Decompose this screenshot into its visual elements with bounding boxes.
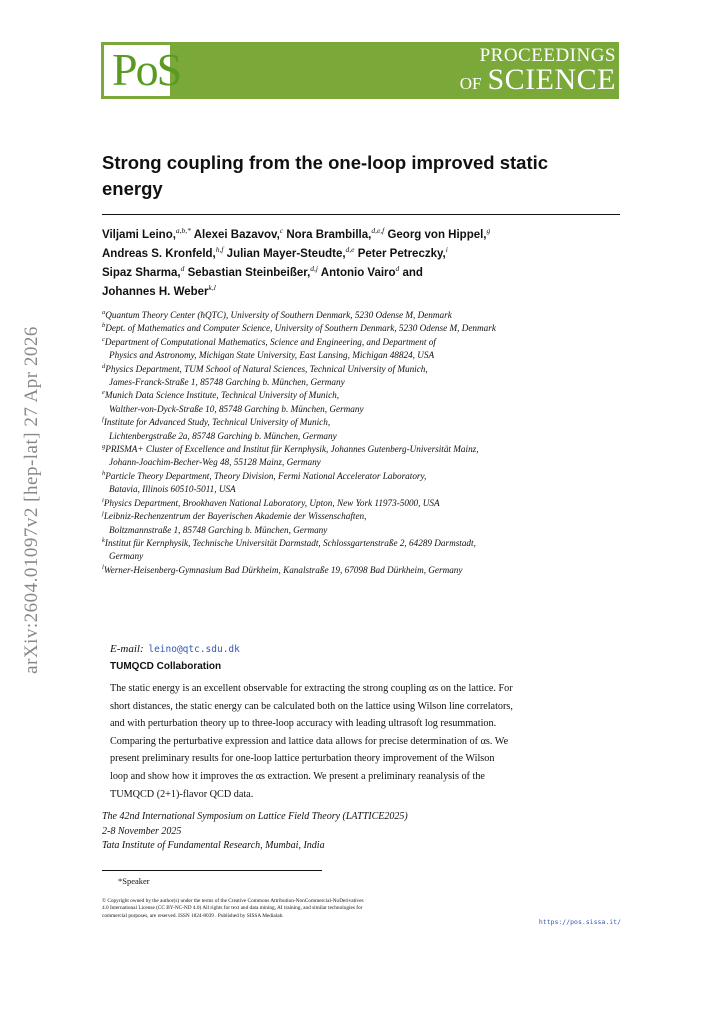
- speaker-footnote: *Speaker: [118, 876, 150, 886]
- arxiv-id: arXiv:2604.01097v2 [hep-lat] 27 Apr 2026: [21, 326, 42, 674]
- author-affiliation-marker: d,j: [310, 264, 319, 274]
- affiliation-line: Munich Data Science Institute, Technical University of Munich,: [104, 390, 340, 401]
- affiliation-line: Johann-Joachim-Becher-Weg 48, 55128 Mainz, Germany: [109, 457, 321, 468]
- author-name: Sipaz Sharma,: [102, 267, 181, 279]
- conference-line: The 42nd International Symposium on Lattice Field Theory (LATTICE2025): [102, 811, 408, 822]
- affiliation-line: Department of Computational Mathematics, Science and Engineering, and Department of: [104, 336, 436, 347]
- affiliation-line: Germany: [109, 551, 144, 562]
- affiliation-marker: a: [102, 308, 106, 316]
- author-affiliation-marker: d: [180, 264, 185, 274]
- affiliation: [102, 336, 632, 363]
- affiliation: [102, 309, 632, 322]
- affiliation-line: Leibniz-Rechenzentrum der Bayerischen Akademie der Wissenschaften,: [103, 511, 367, 522]
- affiliation-line: Institute for Advanced Study, Technical University of Munich,: [103, 417, 331, 428]
- abstract-line: and with perturbation theory up to three-loop accuracy with leading ultrasoft log resummation.: [110, 718, 497, 730]
- author-name: Georg von Hippel,: [387, 229, 487, 241]
- affiliation-line: Lichtenbergstraße 2a, 85748 Garching b. München, Germany: [109, 430, 337, 441]
- copyright-line: commercial purposes, are reserved. ISSN 1824-8039 . Published by SISSA Medialab.: [102, 912, 284, 919]
- of-label: OF: [459, 74, 482, 93]
- affiliation-marker: d: [102, 362, 106, 370]
- affiliation: [102, 537, 632, 564]
- author-name: Peter Petreczky,: [357, 248, 446, 260]
- author-affiliation-marker: a,b,*: [175, 226, 191, 236]
- email-link[interactable]: leino@qtc.sdu.dk: [148, 644, 240, 655]
- abstract-line: TUMQCD (2+1)-flavor QCD data.: [110, 788, 254, 800]
- affiliation-line: Institut für Kernphysik, Technische Universität Darmstadt, Schlossgartenstraße 2, 64289 Darmstadt,: [104, 537, 476, 548]
- affiliation-line: Batavia, Illinois 60510-5011, USA: [109, 484, 236, 495]
- science-label: SCIENCE: [487, 63, 616, 96]
- abstract-line: Comparing the perturbative expression and lattice data allows for precise determination of αs. We: [110, 735, 509, 747]
- copyright-line: 4.0 International License (CC BY-NC-ND 4.0) All rights for text and data mining, AI training, and similar technologies for: [102, 905, 363, 912]
- affiliation-line: James-Franck-Straße 1, 85748 Garching b. München, Germany: [109, 377, 345, 388]
- affiliation: [102, 363, 632, 390]
- copyright-line: © Copyright owned by the author(s) under the terms of the Creative Commons Attribution-NonCommercial-NoDerivatives: [102, 898, 364, 904]
- pos-logo-text: PoS: [112, 44, 181, 95]
- affiliation-marker: h: [102, 469, 106, 477]
- author-name: Antonio Vairo: [320, 267, 396, 279]
- affiliation-marker: e: [102, 389, 105, 397]
- affiliation-line: Physics and Astronomy, Michigan State University, East Lansing, Michigan 48824, USA: [109, 350, 435, 361]
- email-line: [110, 643, 240, 655]
- affiliation-marker: i: [102, 496, 104, 504]
- author-list: [102, 226, 622, 302]
- author-name: Viljami Leino,: [102, 229, 176, 241]
- collaboration-name: TUMQCD Collaboration: [110, 661, 222, 672]
- pos-url-link[interactable]: https://pos.sissa.it/: [538, 918, 621, 926]
- affiliation-line: Quantum Theory Center (ħQTC), University of Southern Denmark, 5230 Odense M, Denmark: [105, 310, 452, 320]
- title-rule: [102, 214, 620, 215]
- abstract-line: present preliminary results for one-loop lattice perturbation theory improvement of the Wilson: [110, 753, 495, 765]
- affiliation: [102, 322, 632, 335]
- author-affiliation-marker: d: [395, 264, 400, 274]
- affiliation-line: PRISMA+ Cluster of Excellence and Institut für Kernphysik, Johannes Gutenberg-Universität Mainz,: [105, 444, 479, 455]
- affiliation-list: [102, 309, 632, 577]
- affiliation: [102, 470, 632, 497]
- affiliation-line: Walther-von-Dyck-Straße 10, 85748 Garching b. München, Germany: [109, 403, 364, 414]
- affiliation: [102, 389, 632, 416]
- conference-line: Tata Institute of Fundamental Research, Mumbai, India: [102, 840, 325, 852]
- of-science-label: [460, 65, 616, 100]
- copyright-notice: [102, 898, 482, 920]
- abstract: [110, 680, 610, 803]
- author-affiliation-marker: i: [445, 245, 448, 255]
- affiliation: [102, 416, 632, 443]
- author-name: Alexei Bazavov,: [193, 229, 280, 241]
- arxiv-stamp: [12, 300, 52, 700]
- affiliation: [102, 564, 632, 577]
- affiliation-line: Dept. of Mathematics and Computer Science, University of Southern Denmark, 5230 Odense M, Denmark: [105, 323, 496, 334]
- author-affiliation-marker: k,l: [208, 283, 216, 293]
- affiliation-line: Physics Department, TUM School of Natural Sciences, Technical University of Munich,: [105, 363, 428, 374]
- affiliation-line: Physics Department, Brookhaven National Laboratory, Upton, New York 11973-5000, USA: [103, 497, 440, 508]
- affiliation-marker: g: [102, 443, 106, 450]
- affiliation-marker: k: [102, 536, 105, 544]
- affiliation-line: Particle Theory Department, Theory Division, Fermi National Accelerator Laboratory,: [105, 470, 427, 481]
- paper-title: Strong coupling from the one-loop improved static energy: [102, 152, 549, 199]
- abstract-line: The static energy is an excellent observable for extracting the strong coupling αs on the lattice. For: [110, 683, 513, 694]
- affiliation: [102, 510, 632, 537]
- author-affiliation-marker: h,f: [215, 245, 224, 255]
- footnote-rule: [102, 870, 322, 871]
- author-affiliation-marker: d,e: [345, 245, 355, 255]
- abstract-line: short distances, the static energy can be calculated both on the lattice using Wilson line correlators,: [110, 700, 513, 712]
- affiliation: [102, 497, 632, 510]
- affiliation-line: Boltzmannstraße 1, 85748 Garching b. München, Germany: [109, 524, 328, 535]
- author-name: Sebastian Steinbeißer,: [187, 267, 311, 279]
- affiliation-marker: b: [102, 322, 106, 330]
- author-name: Andreas S. Kronfeld,: [102, 248, 216, 260]
- author-name: Nora Brambilla,: [286, 229, 372, 241]
- author-affiliation-marker: g: [486, 226, 491, 236]
- author-affiliation-marker: c: [279, 226, 284, 236]
- affiliation-marker: j: [102, 510, 104, 518]
- affiliation-marker: c: [102, 335, 105, 343]
- conference-line: 2-8 November 2025: [102, 825, 182, 837]
- affiliation-marker: l: [102, 563, 104, 571]
- conference-info: [102, 810, 408, 854]
- proceedings-label: PROCEEDINGS: [479, 45, 616, 66]
- author-name: Johannes H. Weber: [102, 286, 209, 298]
- author-name: and: [402, 267, 423, 279]
- email-label: E-mail:: [110, 643, 144, 655]
- abstract-line: loop and show how it improves the αs extraction. We present a preliminary reanalysis of the: [110, 770, 485, 782]
- author-name: Julian Mayer-Steudte,: [226, 248, 346, 260]
- affiliation-line: Werner-Heisenberg-Gymnasium Bad Dürkheim, Kanalstraße 19, 67098 Bad Dürkheim, Germany: [103, 564, 463, 575]
- affiliation-marker: f: [102, 416, 104, 424]
- author-affiliation-marker: d,e,f: [371, 226, 385, 236]
- affiliation: [102, 443, 632, 470]
